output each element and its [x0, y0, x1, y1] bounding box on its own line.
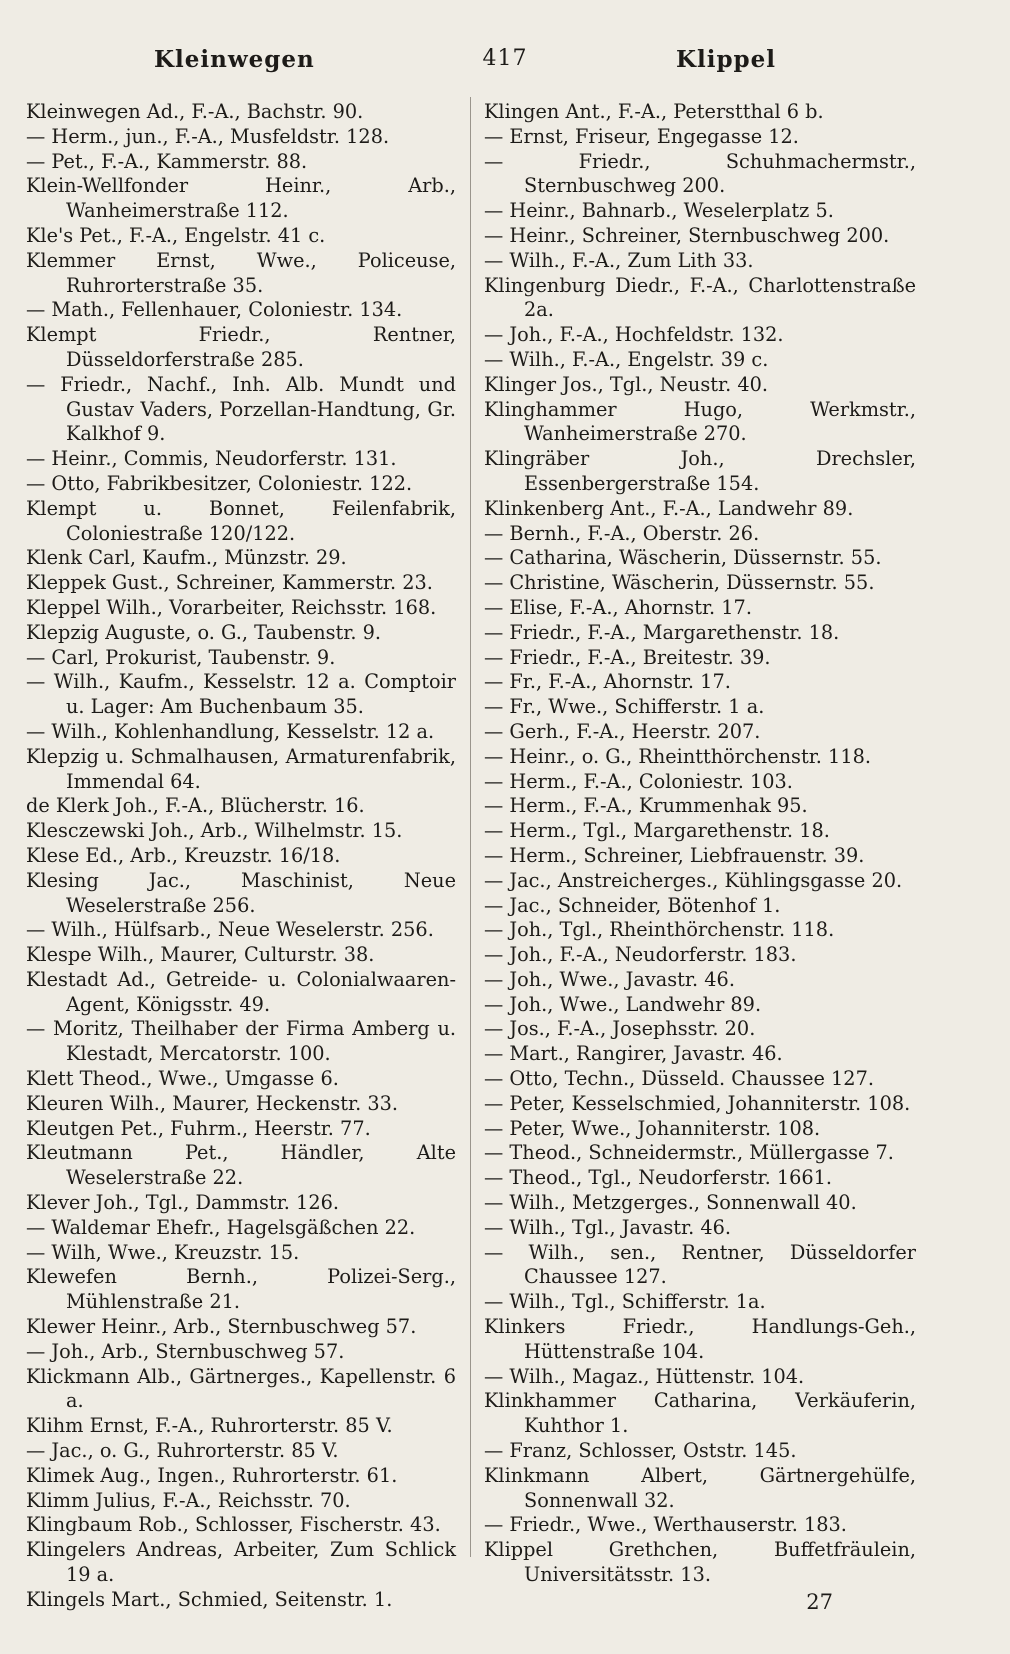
directory-entry: Klepzig u. Schmalhausen, Armaturenfabrik, Immendal 64. [26, 744, 456, 793]
header-right-keyword: Klippel [676, 46, 776, 73]
column-divider [470, 97, 471, 1557]
directory-entry: — Theod., Schneidermstr., Müllergasse 7. [484, 1141, 894, 1165]
directory-entry: Klempt u. Bonnet, Feilenfabrik, Coloniestraße 120/122. [26, 496, 456, 545]
directory-entry: — Christine, Wäscherin, Düssernstr. 55. [484, 571, 875, 595]
directory-entry: — Heinr., Schreiner, Sternbuschweg 200. [484, 223, 890, 247]
directory-entry: — Gerh., F.-A., Heerstr. 207. [484, 719, 761, 743]
directory-entry: — Jac., o. G., Ruhrorterstr. 85 V. [26, 1439, 339, 1463]
directory-entry: — Moritz, Theilhaber der Firma Amberg u. Klestadt, Mercatorstr. 100. [26, 1017, 456, 1066]
directory-entry: Klepzig Auguste, o. G., Taubenstr. 9. [26, 620, 382, 644]
directory-entry: — Wilh., Metzgerges., Sonnenwall 40. [484, 1191, 857, 1215]
directory-entry: — Wilh., Magaz., Hüttenstr. 104. [484, 1364, 805, 1388]
directory-entry: Klempt Friedr., Rentner, Düsseldorferstraße 285. [26, 323, 456, 371]
directory-entry: — Carl, Prokurist, Taubenstr. 9. [26, 645, 336, 669]
directory-entry: — Herm., F.-A., Coloniestr. 103. [484, 769, 793, 793]
directory-entry: Klippel Grethchen, Buffetfräulein, Universitätsstr. 13. [484, 1538, 916, 1587]
directory-entry: — Friedr., Schuhmachermstr., Sternbuschweg 200. [484, 149, 916, 198]
directory-entry: — Fr., Wwe., Schifferstr. 1 a. [484, 695, 765, 719]
directory-entry: Klenk Carl, Kaufm., Münzstr. 29. [26, 546, 347, 570]
directory-entry: Klickmann Alb., Gärtnerges., Kapellenstr. 6 a. [26, 1364, 456, 1413]
directory-entry: Klingen Ant., F.-A., Peterstthal 6 b. [484, 100, 824, 123]
directory-entry: — Joh., F.-A., Neudorferstr. 183. [484, 943, 797, 967]
directory-entry: — Pet., F.-A., Kammerstr. 88. [26, 149, 308, 173]
header-left-keyword: Kleinwegen [154, 46, 315, 73]
directory-entry: Klingels Mart., Schmied, Seitenstr. 1. [26, 1587, 393, 1611]
directory-entry: — Franz, Schlosser, Oststr. 145. [484, 1439, 797, 1463]
directory-entry: — Ernst, Friseur, Engegasse 12. [484, 124, 799, 148]
directory-entry: — Wilh., Tgl., Schifferstr. 1a. [484, 1290, 766, 1314]
directory-entry: Klese Ed., Arb., Kreuzstr. 16/18. [26, 843, 341, 867]
directory-entry: — Heinr., Bahnarb., Weselerplatz 5. [484, 199, 834, 223]
directory-entry: — Herm., Schreiner, Liebfrauenstr. 39. [484, 843, 865, 867]
page-number: 417 [482, 46, 528, 71]
directory-entry: — Herm., F.-A., Krummenhak 95. [484, 794, 808, 818]
directory-entry: — Friedr., F.-A., Margarethenstr. 18. [484, 620, 840, 644]
directory-entry: — Waldemar Ehefr., Hagelsgäßchen 22. [26, 1215, 416, 1239]
directory-entry: — Jac., Anstreicherges., Kühlingsgasse 20. [484, 868, 903, 892]
directory-entry: Klinkers Friedr., Handlungs-Geh., Hüttenstraße 104. [484, 1315, 916, 1363]
directory-entry: — Math., Fellenhauer, Coloniestr. 134. [26, 298, 403, 322]
page-header [34, 46, 976, 86]
directory-entry: Klemmer Ernst, Wwe., Policeuse, Ruhrorterstraße 35. [26, 248, 456, 297]
directory-entry: Klever Joh., Tgl., Dammstr. 126. [26, 1191, 339, 1215]
directory-entry: — Peter, Wwe., Johanniterstr. 108. [484, 1116, 821, 1140]
directory-entry: — Heinr., o. G., Rheintthörchenstr. 118. [484, 744, 871, 768]
directory-entry: Klewefen Bernh., Polizei-Serg., Mühlenstraße 21. [26, 1265, 456, 1314]
directory-entry: Klingenburg Diedr., F.-A., Charlottenstraße 2a. [484, 273, 916, 322]
directory-entry: — Heinr., Commis, Neudorferstr. 131. [26, 447, 397, 471]
directory-entry: — Wilh., F.-A., Zum Lith 33. [484, 248, 754, 272]
directory-entry: — Wilh., Hülfsarb., Neue Weselerstr. 256. [26, 918, 434, 942]
directory-entry: — Joh., F.-A., Hochfeldstr. 132. [484, 323, 784, 347]
directory-entry: — Friedr., F.-A., Breitestr. 39. [484, 645, 771, 669]
directory-entry: — Elise, F.-A., Ahornstr. 17. [484, 595, 752, 619]
directory-entry: — Wilh., sen., Rentner, Düsseldorfer Chaussee 127. [484, 1240, 916, 1289]
directory-entry: Klett Theod., Wwe., Umgasse 6. [26, 1067, 339, 1091]
directory-entry: — Herm., Tgl., Margarethenstr. 18. [484, 819, 830, 843]
directory-entry: Klinger Jos., Tgl., Neustr. 40. [484, 372, 768, 396]
directory-entry: — Otto, Techn., Düsseld. Chaussee 127. [484, 1067, 874, 1091]
directory-entry: Kleuren Wilh., Maurer, Heckenstr. 33. [26, 1091, 399, 1115]
directory-entry: Klewer Heinr., Arb., Sternbuschweg 57. [26, 1315, 417, 1339]
directory-entry: Klimm Julius, F.-A., Reichsstr. 70. [26, 1488, 351, 1512]
directory-entry: Klinghammer Hugo, Werkmstr., Wanheimerstraße 270. [484, 397, 916, 446]
directory-entry: Klingelers Andreas, Arbeiter, Zum Schlick 19 a. [26, 1538, 456, 1587]
left-column [26, 100, 456, 1613]
directory-entry: — Jos., F.-A., Josephsstr. 20. [484, 1017, 756, 1041]
directory-entry: — Bernh., F.-A., Oberstr. 26. [484, 521, 760, 545]
directory-entry: — Wilh., F.-A., Engelstr. 39 c. [484, 347, 769, 371]
directory-entry: Kle's Pet., F.-A., Engelstr. 41 c. [26, 223, 326, 247]
directory-entry: — Friedr., Wwe., Werthauserstr. 183. [484, 1513, 847, 1537]
directory-entry: Kleinwegen Ad., F.-A., Bachstr. 90. [26, 100, 364, 123]
directory-entry: Klein-Wellfonder Heinr., Arb., Wanheimerstraße 112. [26, 174, 456, 223]
directory-entry: — Theod., Tgl., Neudorferstr. 1661. [484, 1166, 833, 1190]
directory-entry: — Catharina, Wäscherin, Düssernstr. 55. [484, 546, 882, 570]
directory-entry: Klinkmann Albert, Gärtnergehülfe, Sonnenwall 32. [484, 1463, 916, 1512]
directory-entry: — Fr., F.-A., Ahornstr. 17. [484, 670, 731, 694]
directory-entry: — Wilh., Kohlenhandlung, Kesselstr. 12 a. [26, 719, 435, 743]
directory-entry: — Wilh, Wwe., Kreuzstr. 15. [26, 1240, 300, 1264]
directory-entry: Kleutmann Pet., Händler, Alte Weselerstraße 22. [26, 1141, 456, 1190]
directory-entry: Klinkenberg Ant., F.-A., Landwehr 89. [484, 496, 854, 520]
directory-entry: — Joh., Wwe., Javastr. 46. [484, 967, 735, 991]
directory-entry: Kleppel Wilh., Vorarbeiter, Reichsstr. 168. [26, 595, 437, 619]
directory-entry: — Mart., Rangirer, Javastr. 46. [484, 1042, 783, 1066]
sheet-signature: 27 [806, 1590, 833, 1614]
directory-entry: — Wilh., Tgl., Javastr. 46. [484, 1215, 732, 1239]
directory-entry: — Otto, Fabrikbesitzer, Coloniestr. 122. [26, 471, 413, 495]
directory-entry: — Wilh., Kaufm., Kesselstr. 12 a. Comptoir u. Lager: Am Buchenbaum 35. [26, 670, 456, 719]
directory-entry: Klingräber Joh., Drechsler, Essenbergerstraße 154. [484, 447, 916, 495]
directory-entry: Klingbaum Rob., Schlosser, Fischerstr. 43. [26, 1513, 441, 1537]
directory-entry: Klesczewski Joh., Arb., Wilhelmstr. 15. [26, 819, 403, 843]
directory-entry: — Herm., jun., F.-A., Musfeldstr. 128. [26, 124, 390, 148]
directory-entry: Klinkhammer Catharina, Verkäuferin, Kuhthor 1. [484, 1389, 916, 1438]
directory-entry: Klesing Jac., Maschinist, Neue Weselerstraße 256. [26, 868, 456, 917]
directory-entry: — Joh., Wwe., Landwehr 89. [484, 992, 762, 1016]
directory-entry: Kleppek Gust., Schreiner, Kammerstr. 23. [26, 571, 433, 595]
directory-entry: Klestadt Ad., Getreide- u. Colonialwaaren-Agent, Königsstr. 49. [26, 967, 456, 1016]
directory-entry: Klihm Ernst, F.-A., Ruhrorterstr. 85 V. [26, 1414, 393, 1438]
right-column [484, 100, 916, 1588]
directory-entry: Kleutgen Pet., Fuhrm., Heerstr. 77. [26, 1116, 371, 1140]
directory-entry: — Jac., Schneider, Bötenhof 1. [484, 893, 781, 917]
directory-entry: — Joh., Tgl., Rheinthörchenstr. 118. [484, 918, 835, 942]
directory-entry: de Klerk Joh., F.-A., Blücherstr. 16. [26, 794, 365, 818]
directory-entry: — Peter, Kesselschmied, Johanniterstr. 108. [484, 1091, 911, 1115]
directory-entry: Klimek Aug., Ingen., Ruhrorterstr. 61. [26, 1463, 398, 1487]
directory-entry: Klespe Wilh., Maurer, Culturstr. 38. [26, 943, 375, 967]
directory-entry: — Joh., Arb., Sternbuschweg 57. [26, 1339, 345, 1363]
directory-entry: — Friedr., Nachf., Inh. Alb. Mundt und Gustav Vaders, Porzellan-Handtung, Gr. Kalkhof 9. [26, 372, 456, 446]
